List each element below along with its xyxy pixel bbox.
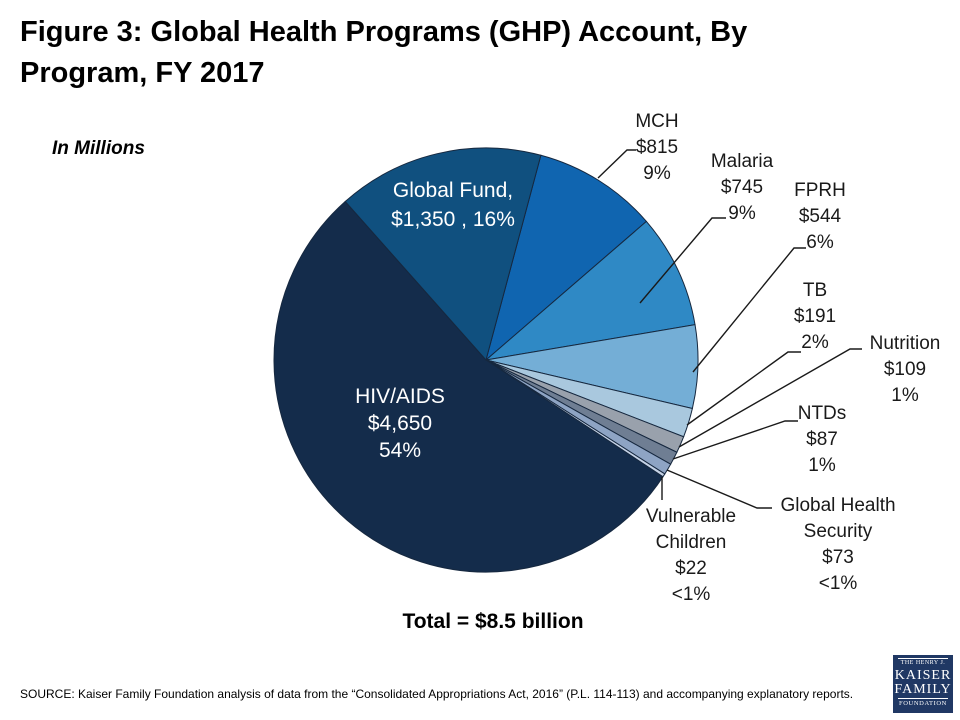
leader-line-ghs xyxy=(667,470,772,508)
slice-label-globalfund: Global Fund, $1,350 , 16% xyxy=(391,179,515,231)
slice-label-hiv: HIV/AIDS $4,650 54% xyxy=(355,385,445,462)
leader-line-fprh xyxy=(693,248,806,372)
figure-title: Figure 3: Global Health Programs (GHP) Account, By Program, FY 2017 xyxy=(20,16,748,89)
leader-line-mch xyxy=(598,150,636,178)
slice-label-mch: MCH $815 9% xyxy=(635,111,679,184)
logo-line-henry: THE HENRY J. xyxy=(900,660,946,666)
source-note: SOURCE: Kaiser Family Foundation analysis of data from the “Consolidated Appropriations Act, 2016” (P.L. 114-113) and accompanying explanatory reports. xyxy=(20,687,854,701)
slice-label-ntds: NTDs $87 1% xyxy=(797,403,847,476)
logo-line-family: FAMILY xyxy=(894,682,952,697)
total-label: Total = $8.5 billion xyxy=(402,610,584,633)
slice-label-malaria: Malaria $745 9% xyxy=(710,151,774,224)
leader-line-tb xyxy=(687,352,801,425)
logo-line-foundation: FOUNDATION xyxy=(899,700,947,707)
slice-label-nutrition: Nutrition $109 1% xyxy=(869,333,941,406)
logo-line-kaiser: KAISER xyxy=(894,668,952,683)
slice-label-ghs: Global Health Security $73 <1% xyxy=(780,495,896,594)
kff-logo xyxy=(893,655,953,713)
units-note: In Millions xyxy=(52,138,145,159)
slice-label-fprh: FPRH $544 6% xyxy=(794,180,846,253)
slice-label-tb: TB $191 2% xyxy=(793,280,837,353)
slice-label-vc: Vulnerable Children $22 <1% xyxy=(645,506,737,605)
